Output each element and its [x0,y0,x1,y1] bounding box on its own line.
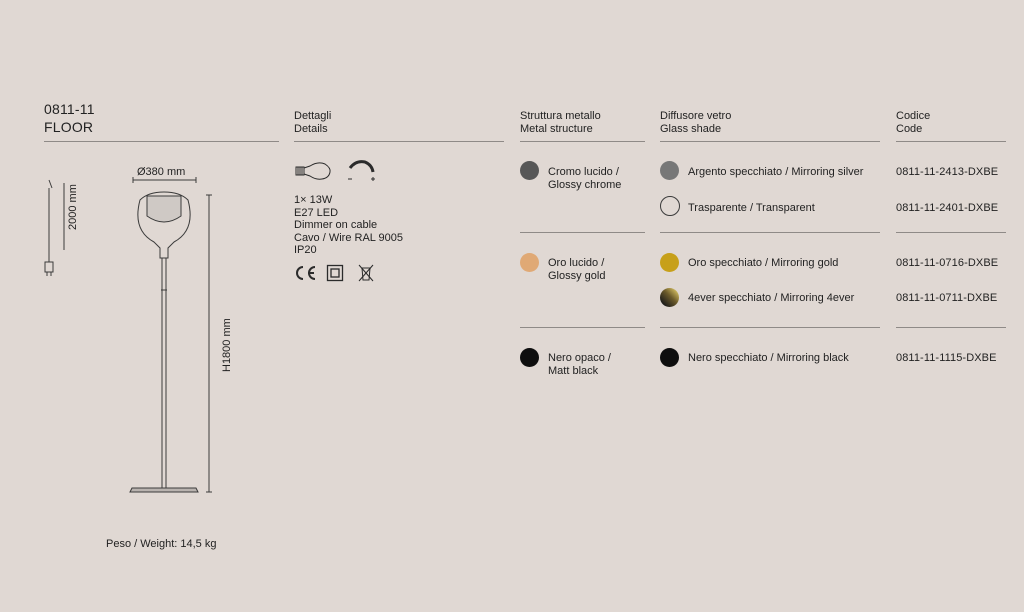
structure-header: Struttura metallo Metal structure [520,110,601,135]
structure-row-rule [520,327,645,328]
spec-cable: Cavo / Wire RAL 9005 [294,231,404,244]
swatch-glossy-chrome [520,161,539,180]
diameter-label: Ø380 mm [137,166,186,178]
spec-dimmer: Dimmer on cable [294,219,378,231]
product-code: 0811-11 [44,101,95,117]
shade-row-rule [660,327,880,328]
class-ii-icon [326,264,344,282]
code-header: Codice Code [896,110,931,135]
code-rule [896,141,1006,142]
structure-glossy-chrome: Cromo lucido / Glossy chrome [548,166,622,191]
plug-icon [45,262,53,276]
swatch-matt-black [520,348,539,367]
swatch-mirroring-black [660,348,679,367]
weight-label: Peso / Weight: 14,5 kg [106,538,217,550]
dimmer-icon [344,158,378,184]
cable-top [49,180,52,188]
details-header: Dettagli Details [294,110,332,135]
details-rule [294,141,504,142]
swatch-mirroring-4ever [660,288,679,307]
code-row-rule [896,232,1006,233]
shade-mirroring-silver: Argento specchiato / Mirroring silver [688,166,864,178]
shade-transparent: Trasparente / Transparent [688,202,815,214]
weee-bin-icon [357,263,375,283]
height-label: H1800 mm [221,318,233,372]
structure-row-rule [520,232,645,233]
swatch-glossy-gold [520,253,539,272]
spec-ip: IP20 [294,244,317,256]
code-mirroring-silver: 0811-11-2413-DXBE [896,166,999,178]
shade-header: Diffusore vetro Glass shade [660,110,732,135]
shade-row-rule [660,232,880,233]
code-transparent: 0811-11-2401-DXBE [896,202,999,214]
product-type: FLOOR [44,119,94,135]
structure-rule [520,141,645,142]
swatch-mirroring-silver [660,161,679,180]
shade-mirroring-black: Nero specchiato / Mirroring black [688,352,849,364]
spec-socket: E27 LED [294,206,339,219]
title-rule [44,141,279,142]
shade-mirroring-4ever: 4ever specchiato / Mirroring 4ever [688,292,855,304]
code-mirroring-gold: 0811-11-0716-DXBE [896,257,999,269]
spec-power: 1× 13W [294,194,333,206]
shade-rule [660,141,880,142]
structure-glossy-gold: Oro lucido / Glossy gold [548,257,606,282]
code-row-rule [896,327,1006,328]
structure-matt-black: Nero opaco / Matt black [548,352,611,377]
bulb-icon [294,160,334,182]
details-specs [294,194,403,257]
ce-mark-icon [294,265,318,281]
code-mirroring-4ever: 0811-11-0711-DXBE [896,292,998,304]
shade-mirroring-gold: Oro specchiato / Mirroring gold [688,257,839,269]
cable-length-label: 2000 mm [67,184,79,230]
swatch-transparent [660,196,680,216]
code-mirroring-black: 0811-11-1115-DXBE [896,352,997,364]
swatch-mirroring-gold [660,253,679,272]
